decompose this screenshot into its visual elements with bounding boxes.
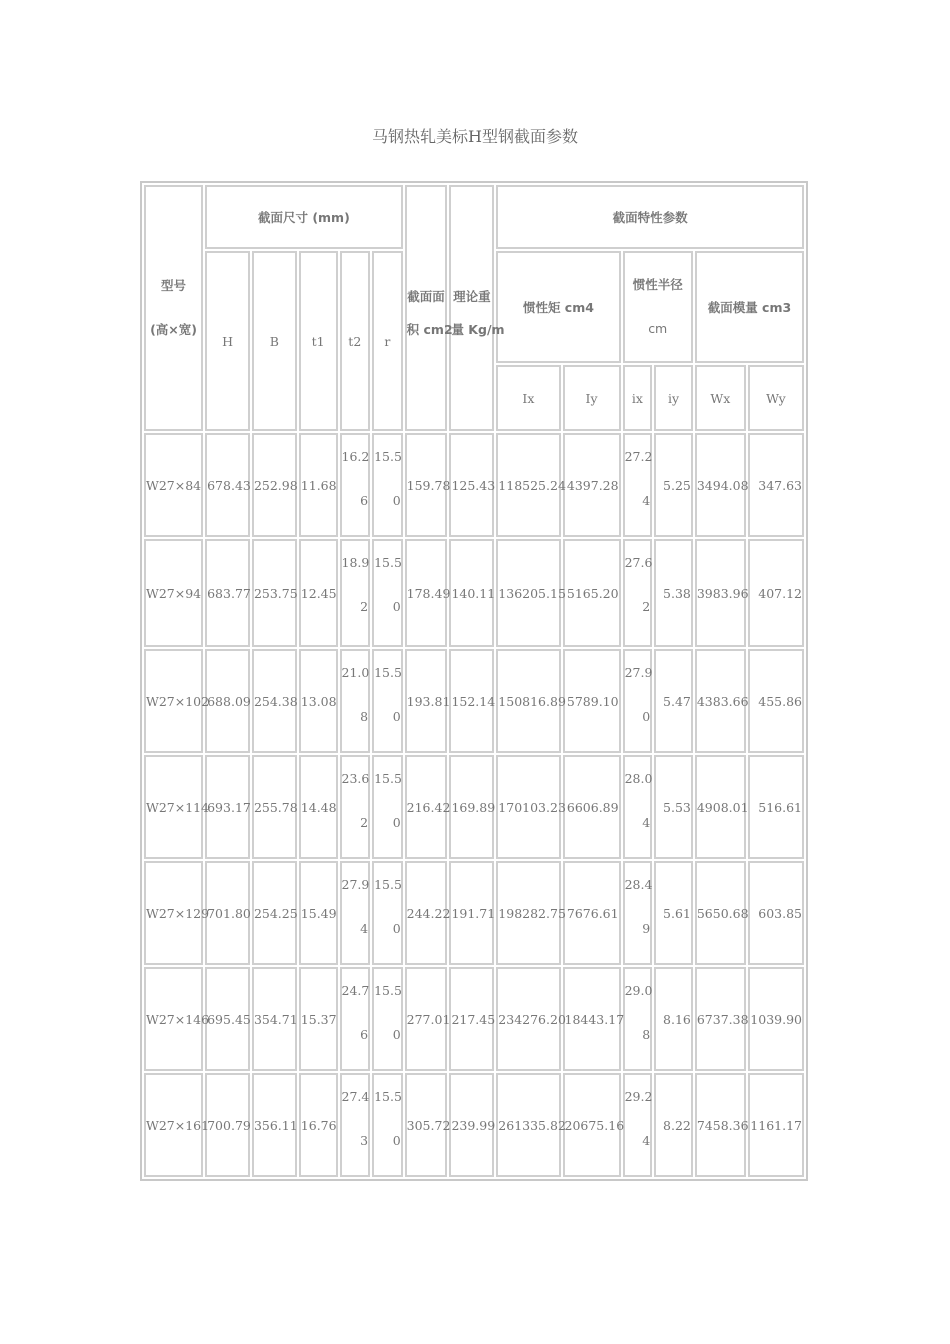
header-iy: iy (654, 365, 693, 431)
iy-cell: 5.47 (654, 649, 693, 753)
ix-cell-part2: 4 (642, 493, 651, 508)
header-gyration-line2: cm (648, 321, 668, 336)
Wx-cell: 4383.66 (695, 649, 746, 753)
table-row (144, 649, 804, 753)
t2-cell-part1: 27.4 (341, 1089, 370, 1104)
header-B: B (252, 251, 297, 431)
t1-cell: 13.08 (299, 649, 338, 753)
ix-cell (623, 967, 653, 1071)
weight-cell: 152.14 (449, 649, 494, 753)
header-model (144, 185, 203, 431)
r-cell (372, 1073, 403, 1177)
ix-cell (623, 861, 653, 965)
t2-cell-part1: 24.7 (341, 983, 370, 998)
t2-cell-part1: 27.9 (341, 877, 370, 892)
table-row (144, 433, 804, 537)
Wy-cell: 516.61 (748, 755, 804, 859)
r-cell-part1: 15.5 (374, 665, 402, 680)
header-ix: ix (623, 365, 653, 431)
model-cell: W27×114 (144, 755, 203, 859)
ix-cell-part1: 28.4 (624, 877, 653, 892)
H-cell: 695.45 (205, 967, 250, 1071)
table-row (144, 861, 804, 965)
ix-cell-part1: 28.0 (624, 771, 653, 786)
H-cell: 700.79 (205, 1073, 250, 1177)
t2-cell-part1: 23.6 (341, 771, 370, 786)
ix-cell (623, 1073, 653, 1177)
ix-cell-part2: 0 (642, 709, 651, 724)
Iy-cell: 18443.17 (563, 967, 621, 1071)
header-gyration-radius (623, 251, 693, 363)
t1-cell: 14.48 (299, 755, 338, 859)
Ix-cell: 118525.24 (496, 433, 560, 537)
table-row (144, 967, 804, 1071)
Ix-cell: 136205.15 (496, 539, 560, 647)
table-row (144, 755, 804, 859)
Iy-cell: 5165.20 (563, 539, 621, 647)
r-cell-part2: 0 (392, 815, 401, 830)
H-cell: 678.43 (205, 433, 250, 537)
iy-cell: 5.38 (654, 539, 693, 647)
Wy-cell: 603.85 (748, 861, 804, 965)
Wx-cell: 4908.01 (695, 755, 746, 859)
ix-cell-part2: 4 (642, 815, 651, 830)
r-cell (372, 433, 403, 537)
header-weight (449, 185, 505, 431)
H-cell: 693.17 (205, 755, 250, 859)
Iy-cell: 5789.10 (563, 649, 621, 753)
r-cell-part1: 15.5 (374, 1089, 402, 1104)
r-cell-part1: 15.5 (374, 877, 402, 892)
r-cell (372, 861, 403, 965)
r-cell-part2: 0 (392, 493, 401, 508)
t2-cell-part1: 21.0 (341, 665, 370, 680)
header-inertia-moment: 惯性矩 cm4 (496, 251, 620, 363)
Ix-cell: 170103.23 (496, 755, 560, 859)
B-cell: 252.98 (252, 433, 297, 537)
header-section-modulus: 截面模量 cm3 (695, 251, 804, 363)
table-row (144, 539, 804, 647)
Iy-cell: 4397.28 (563, 433, 621, 537)
Ix-cell: 150816.89 (496, 649, 560, 753)
header-t1: t1 (299, 251, 338, 431)
weight-cell: 140.11 (449, 539, 494, 647)
iy-cell: 8.16 (654, 967, 693, 1071)
iy-cell: 5.61 (654, 861, 693, 965)
r-cell-part2: 0 (392, 1027, 401, 1042)
section-parameters-table (140, 181, 808, 1181)
ix-cell-part2: 9 (642, 921, 651, 936)
header-area-line1: 截面面 (407, 289, 445, 304)
weight-cell: 169.89 (449, 755, 494, 859)
r-cell (372, 967, 403, 1071)
r-cell (372, 539, 403, 647)
r-cell-part1: 15.5 (374, 449, 402, 464)
Wx-cell: 7458.36 (695, 1073, 746, 1177)
model-cell: W27×94 (144, 539, 203, 647)
model-cell: W27×161 (144, 1073, 203, 1177)
r-cell-part1: 15.5 (374, 555, 402, 570)
r-cell (372, 649, 403, 753)
Ix-cell: 198282.75 (496, 861, 560, 965)
t2-cell (340, 649, 371, 753)
header-Ix: Ix (496, 365, 560, 431)
header-weight-line1: 理论重 (453, 289, 491, 304)
table-row (144, 1073, 804, 1177)
t2-cell-part2: 8 (360, 709, 369, 724)
B-cell: 253.75 (252, 539, 297, 647)
r-cell-part1: 15.5 (374, 771, 402, 786)
t2-cell-part2: 6 (360, 493, 369, 508)
H-cell: 683.77 (205, 539, 250, 647)
model-cell: W27×102 (144, 649, 203, 753)
t1-cell: 15.37 (299, 967, 338, 1071)
t2-cell (340, 967, 371, 1071)
t2-cell (340, 433, 371, 537)
Iy-cell: 6606.89 (563, 755, 621, 859)
r-cell-part2: 0 (392, 921, 401, 936)
model-cell: W27×146 (144, 967, 203, 1071)
Wx-cell: 6737.38 (695, 967, 746, 1071)
r-cell-part2: 0 (392, 1133, 401, 1148)
header-area-line2: 积 cm2 (406, 322, 453, 337)
t1-cell: 15.49 (299, 861, 338, 965)
page-title: 马钢热轧美标H型钢截面参数 (372, 127, 578, 146)
H-cell: 701.80 (205, 861, 250, 965)
model-cell: W27×84 (144, 433, 203, 537)
header-model-line1: 型号 (161, 278, 187, 293)
ix-cell (623, 433, 653, 537)
Wx-cell: 5650.68 (695, 861, 746, 965)
Wy-cell: 1161.17 (748, 1073, 804, 1177)
weight-cell: 217.45 (449, 967, 494, 1071)
r-cell (372, 755, 403, 859)
t2-cell (340, 755, 371, 859)
ix-cell-part1: 27.9 (624, 665, 653, 680)
weight-cell: 191.71 (449, 861, 494, 965)
area-cell: 193.81 (405, 649, 448, 753)
header-section-size: 截面尺寸 (mm) (205, 185, 403, 249)
t2-cell-part1: 18.9 (341, 555, 370, 570)
ix-cell (623, 649, 653, 753)
ix-cell (623, 539, 653, 647)
header-H: H (205, 251, 250, 431)
header-area (405, 185, 453, 431)
B-cell: 356.11 (252, 1073, 297, 1177)
ix-cell-part1: 27.6 (624, 555, 653, 570)
ix-cell-part2: 4 (642, 1133, 651, 1148)
t2-cell-part2: 3 (360, 1133, 369, 1148)
header-r: r (372, 251, 403, 431)
t2-cell-part2: 2 (360, 815, 369, 830)
B-cell: 254.25 (252, 861, 297, 965)
t2-cell-part2: 6 (360, 1027, 369, 1042)
r-cell-part2: 0 (392, 709, 401, 724)
B-cell: 255.78 (252, 755, 297, 859)
t2-cell-part1: 16.2 (341, 449, 370, 464)
t2-cell-part2: 2 (360, 599, 369, 614)
ix-cell-part1: 29.2 (624, 1089, 653, 1104)
B-cell: 254.38 (252, 649, 297, 753)
header-model-line2: (高×宽) (150, 322, 197, 337)
area-cell: 178.49 (405, 539, 448, 647)
header-weight-line2: 量 Kg/m (451, 322, 505, 337)
iy-cell: 5.25 (654, 433, 693, 537)
header-Wx: Wx (695, 365, 746, 431)
Ix-cell: 234276.20 (496, 967, 560, 1071)
ix-cell-part1: 27.2 (624, 449, 653, 464)
Wy-cell: 347.63 (748, 433, 804, 537)
area-cell: 159.78 (405, 433, 448, 537)
area-cell: 216.42 (405, 755, 448, 859)
model-cell: W27×129 (144, 861, 203, 965)
area-cell: 244.22 (405, 861, 448, 965)
ix-cell-part2: 8 (642, 1027, 651, 1042)
iy-cell: 8.22 (654, 1073, 693, 1177)
t1-cell: 12.45 (299, 539, 338, 647)
iy-cell: 5.53 (654, 755, 693, 859)
Ix-cell: 261335.82 (496, 1073, 560, 1177)
header-Iy: Iy (563, 365, 621, 431)
H-cell: 688.09 (205, 649, 250, 753)
B-cell: 354.71 (252, 967, 297, 1071)
t2-cell (340, 1073, 371, 1177)
Wy-cell: 1039.90 (748, 967, 804, 1071)
area-cell: 305.72 (405, 1073, 448, 1177)
r-cell-part1: 15.5 (374, 983, 402, 998)
header-section-props: 截面特性参数 (496, 185, 804, 249)
header-Wy: Wy (748, 365, 804, 431)
header-gyration-line1: 惯性半径 (632, 277, 683, 292)
Wy-cell: 455.86 (748, 649, 804, 753)
t1-cell: 16.76 (299, 1073, 338, 1177)
header-t2: t2 (340, 251, 371, 431)
Iy-cell: 20675.16 (563, 1073, 621, 1177)
t2-cell (340, 861, 371, 965)
area-cell: 277.01 (405, 967, 448, 1071)
Iy-cell: 7676.61 (563, 861, 621, 965)
weight-cell: 239.99 (449, 1073, 494, 1177)
t1-cell: 11.68 (299, 433, 338, 537)
r-cell-part2: 0 (392, 599, 401, 614)
t2-cell-part2: 4 (360, 921, 369, 936)
ix-cell-part2: 2 (642, 599, 651, 614)
table-body (144, 433, 804, 1177)
Wx-cell: 3983.96 (695, 539, 746, 647)
Wx-cell: 3494.08 (695, 433, 746, 537)
ix-cell (623, 755, 653, 859)
t2-cell (340, 539, 371, 647)
Wy-cell: 407.12 (748, 539, 804, 647)
ix-cell-part1: 29.0 (624, 983, 653, 998)
weight-cell: 125.43 (449, 433, 494, 537)
